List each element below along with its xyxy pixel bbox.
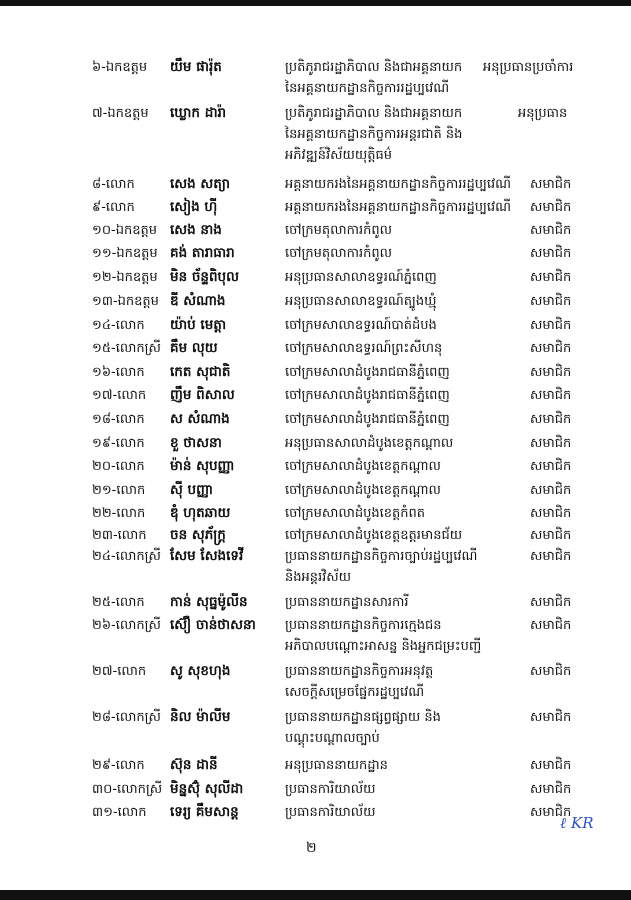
member-number: ១៩-លោក bbox=[92, 436, 145, 451]
member-number: ១១-ឯកឧត្តម bbox=[92, 246, 158, 261]
member-position bbox=[285, 802, 376, 823]
position-line: ប្រធាននាយកដ្ឋានកិច្ចការច្បាប់រដ្ឋប្បវេណី bbox=[285, 549, 478, 564]
member-role: សមាជិក bbox=[530, 365, 572, 380]
member-role: សមាជិក bbox=[530, 459, 572, 474]
position-line: ប្រតិភូរាជរដ្ឋាភិបាល និងជាអគ្គនាយក bbox=[285, 106, 463, 121]
member-name: ស សំណាង bbox=[170, 411, 230, 427]
member-role: សមាជិក bbox=[530, 318, 572, 333]
position-line: អគ្គនាយករងនៃអគ្គនាយកដ្ឋានកិច្ចការរដ្ឋប្បវេណី bbox=[285, 177, 512, 192]
member-number: ២១-លោក bbox=[92, 483, 146, 498]
member-position bbox=[285, 707, 441, 749]
member-position bbox=[285, 661, 433, 703]
member-number: ១០-ឯកឧត្តម bbox=[92, 223, 157, 238]
position-line: សេចក្តីសម្រេចផ្នែករដ្ឋប្បវេណី bbox=[285, 685, 425, 700]
signature-initials: ℓ KR bbox=[560, 814, 594, 832]
member-role: សមាជិក bbox=[530, 294, 572, 309]
member-position bbox=[285, 103, 462, 166]
member-role: សមាជិក bbox=[530, 528, 572, 543]
position-line: ចៅក្រមសាលាដំបូងរាជធានីភ្នំពេញ bbox=[285, 388, 450, 403]
member-name: សូ សុខហុង bbox=[170, 663, 231, 679]
position-line: នៃអគ្គនាយកដ្ឋានកិច្ចការអន្តរជាតិ និង bbox=[285, 127, 463, 142]
member-position bbox=[285, 315, 437, 336]
position-line: ប្រធាននាយកដ្ឋានកិច្ចការក្មេងជន bbox=[285, 618, 442, 633]
position-line: ចៅក្រមសាលាដំបូងរាជធានីភ្នំពេញ bbox=[285, 412, 450, 427]
member-role: សមាជិក bbox=[530, 710, 572, 725]
position-line: បណ្តុះបណ្តាលច្បាប់ bbox=[285, 731, 380, 746]
member-name: មិន្នស៊ុំ សុលីដា bbox=[170, 781, 244, 797]
member-position bbox=[285, 243, 392, 264]
member-name: ចន សុភ័ក្ត្រ bbox=[170, 527, 226, 543]
member-role: សមាជិក bbox=[530, 506, 572, 521]
member-role: សមាជិក bbox=[530, 483, 572, 498]
member-name: កាន់ សុធ្នម៉ូលីន bbox=[170, 594, 248, 610]
member-name: ឌុំ ហុតឆាយ bbox=[170, 505, 231, 521]
member-position bbox=[285, 57, 462, 99]
member-role: សមាជិក bbox=[530, 782, 572, 797]
position-line: ចៅក្រមសាលាដំបូងខេត្តកណ្តាល bbox=[285, 483, 441, 498]
member-position bbox=[285, 615, 481, 657]
position-line: នៃអគ្គនាយកដ្ឋានកិច្ចការរដ្ឋប្បវេណី bbox=[285, 81, 450, 96]
member-position bbox=[285, 220, 392, 241]
member-name: ស៊ី បញ្ញា bbox=[170, 482, 213, 498]
member-role: សមាជិក bbox=[530, 341, 572, 356]
position-line: ចៅក្រមសាលាដំបូងខេត្តឧត្តរមានជ័យ bbox=[285, 528, 463, 543]
member-name: មិន ច័ន្ទពិបុល bbox=[170, 269, 239, 285]
member-position bbox=[285, 433, 453, 454]
position-line: អនុប្រធានសាលាឧទ្ធរណ៍ត្បូងឃ្មុំ bbox=[285, 294, 437, 309]
member-name: កេត សុជាតិ bbox=[170, 364, 231, 380]
member-number: ១២-ឯកឧត្តម bbox=[92, 270, 158, 285]
member-name: ញឹម ពិសាល bbox=[170, 387, 235, 403]
member-number: ៩-លោក bbox=[92, 200, 135, 215]
position-line: ប្រធាននាយកដ្ឋានផ្សព្វផ្សាយ និង bbox=[285, 710, 441, 725]
member-position bbox=[285, 592, 409, 613]
member-number: ៣១-លោក bbox=[92, 805, 147, 820]
member-name: ម៉ាន់ សុបញ្ញា bbox=[170, 458, 235, 474]
member-role: សមាជិក bbox=[530, 549, 572, 564]
member-number: ១៧-លោក bbox=[92, 388, 147, 403]
member-name: ទេរ្យ គឹមសាន្ត bbox=[170, 804, 239, 820]
member-number: ២៦-លោកស្រី bbox=[92, 618, 161, 633]
member-role: សមាជិក bbox=[530, 758, 572, 773]
member-position bbox=[285, 503, 425, 524]
member-name: ឌី សំណាង bbox=[170, 293, 226, 309]
member-number: ២៣-លោក bbox=[92, 528, 147, 543]
member-number: ៧-ឯកឧត្តម bbox=[92, 106, 149, 121]
member-name: គង់ តារាធារា bbox=[170, 245, 235, 261]
member-role: សមាជិក bbox=[530, 388, 572, 403]
member-number: ១៤-លោក bbox=[92, 318, 145, 333]
member-position bbox=[285, 197, 511, 218]
member-role: សមាជិក bbox=[530, 177, 572, 192]
position-line: អគ្គនាយករងនៃអគ្គនាយកដ្ឋានកិច្ចការរដ្ឋប្បវេណី bbox=[285, 200, 512, 215]
position-line: ចៅក្រមសាលាឧទ្ធរណ៍ព្រះសីហនុ bbox=[285, 341, 443, 356]
member-position bbox=[285, 385, 450, 406]
member-number: ៨-លោក bbox=[92, 177, 135, 192]
member-role: សមាជិក bbox=[530, 200, 572, 215]
position-line: ប្រធាននាយកដ្ឋានសារការី bbox=[285, 595, 409, 610]
position-line: ចៅក្រមសាលាឧទ្ធរណ៍បាត់ដំបង bbox=[285, 318, 437, 333]
position-line: អនុប្រធាននាយកដ្ឋាន bbox=[285, 758, 388, 773]
member-name: សេង សត្យា bbox=[170, 176, 230, 192]
member-number: ១៨-លោក bbox=[92, 412, 145, 427]
member-position bbox=[285, 456, 441, 477]
member-number: ២៩-លោក bbox=[92, 758, 145, 773]
member-position bbox=[285, 755, 388, 776]
member-number: ២០-លោក bbox=[92, 459, 145, 474]
member-name: យឹម ផារ៉ុត bbox=[170, 59, 222, 75]
member-number: ៣០-លោកស្រី bbox=[92, 782, 163, 797]
member-position bbox=[285, 291, 437, 312]
member-name: ខួ ថាសនា bbox=[170, 435, 222, 451]
position-line: អនុប្រធានសាលាឧទ្ធរណ៍ភ្នំពេញ bbox=[285, 270, 437, 285]
member-number: ២៤-លោកស្រី bbox=[92, 549, 161, 564]
position-line: ចៅក្រមសាលាដំបូងខេត្តកំពត bbox=[285, 506, 426, 521]
position-line: ចៅក្រមតុលាការកំពូល bbox=[285, 246, 393, 261]
member-role: សមាជិក bbox=[530, 246, 572, 261]
position-line: អនុប្រធានសាលាដំបូងខេត្តកណ្តាល bbox=[285, 436, 454, 451]
member-role: សមាជិក bbox=[530, 223, 572, 238]
member-name: ស៊ឿ ចាន់ថាសនា bbox=[170, 617, 256, 633]
member-name: យ៉ាប់ មេត្តា bbox=[170, 317, 227, 333]
member-number: ២៨-លោកស្រី bbox=[92, 710, 161, 725]
member-number: ១៣-ឯកឧត្តម bbox=[92, 294, 159, 309]
member-name: និល ម៉ាលីម bbox=[170, 709, 231, 725]
member-position bbox=[285, 362, 450, 383]
member-position bbox=[285, 546, 477, 588]
position-line: ចៅក្រមសាលាដំបូងខេត្តកណ្តាល bbox=[285, 459, 441, 474]
position-line: ប្រតិភូរាជរដ្ឋាភិបាល និងជាអគ្គនាយក bbox=[285, 60, 463, 75]
member-position bbox=[285, 480, 441, 501]
member-number: ១៥-លោកស្រី bbox=[92, 341, 161, 356]
position-line: ប្រធាននាយកដ្ឋានកិច្ចការអនុវត្ត bbox=[285, 664, 434, 679]
member-role: សមាជិក bbox=[530, 412, 572, 427]
member-position bbox=[285, 338, 442, 359]
position-line: ប្រធានការិយាល័យ bbox=[285, 805, 376, 820]
position-line: អភិបាលបណ្តោះអាសន្ន និងអ្នកជម្រះបញ្ជី bbox=[285, 639, 482, 654]
member-name: គឹម លុយ bbox=[170, 340, 218, 356]
member-position bbox=[285, 174, 511, 195]
member-name: សែម សែងទេវី bbox=[170, 548, 244, 564]
member-name: ស៊ុន ដានី bbox=[170, 757, 218, 773]
member-number: ២៥-លោក bbox=[92, 595, 145, 610]
member-number: ១៦-លោក bbox=[92, 365, 145, 380]
member-role: សមាជិក bbox=[530, 270, 572, 285]
member-role: សមាជិក bbox=[530, 595, 572, 610]
position-line: និងអន្តរវិស័យ bbox=[285, 570, 352, 585]
member-role: សមាជិក bbox=[530, 805, 572, 820]
position-line: អភិវឌ្ឍន៍វិស័យយុត្តិធម៌ bbox=[285, 148, 393, 163]
member-name: សេង នាង bbox=[170, 222, 222, 238]
member-role: សមាជិក bbox=[530, 436, 572, 451]
member-number: ២៧-លោក bbox=[92, 664, 147, 679]
member-number: ៦-ឯកឧត្តម bbox=[92, 60, 148, 75]
member-position bbox=[285, 525, 462, 546]
member-name: ឃ្លោក ដារ៉ា bbox=[170, 105, 227, 121]
bottom-border bbox=[0, 890, 631, 900]
position-line: ចៅក្រមសាលាដំបូងរាជធានីភ្នំពេញ bbox=[285, 365, 450, 380]
member-position bbox=[285, 409, 450, 430]
member-role: អនុប្រធាន bbox=[518, 106, 568, 121]
member-role: សមាជិក bbox=[530, 618, 572, 633]
member-position bbox=[285, 267, 437, 288]
page-number: ២ bbox=[306, 840, 317, 856]
member-number: ២២-លោក bbox=[92, 506, 146, 521]
member-position bbox=[285, 779, 376, 800]
position-line: ប្រធានការិយាល័យ bbox=[285, 782, 376, 797]
member-role: សមាជិក bbox=[530, 664, 572, 679]
member-name: សៀង ហ៊ី bbox=[170, 199, 218, 215]
member-role: អនុប្រធានប្រចាំការ bbox=[483, 60, 574, 75]
position-line: ចៅក្រមតុលាការកំពូល bbox=[285, 223, 393, 238]
